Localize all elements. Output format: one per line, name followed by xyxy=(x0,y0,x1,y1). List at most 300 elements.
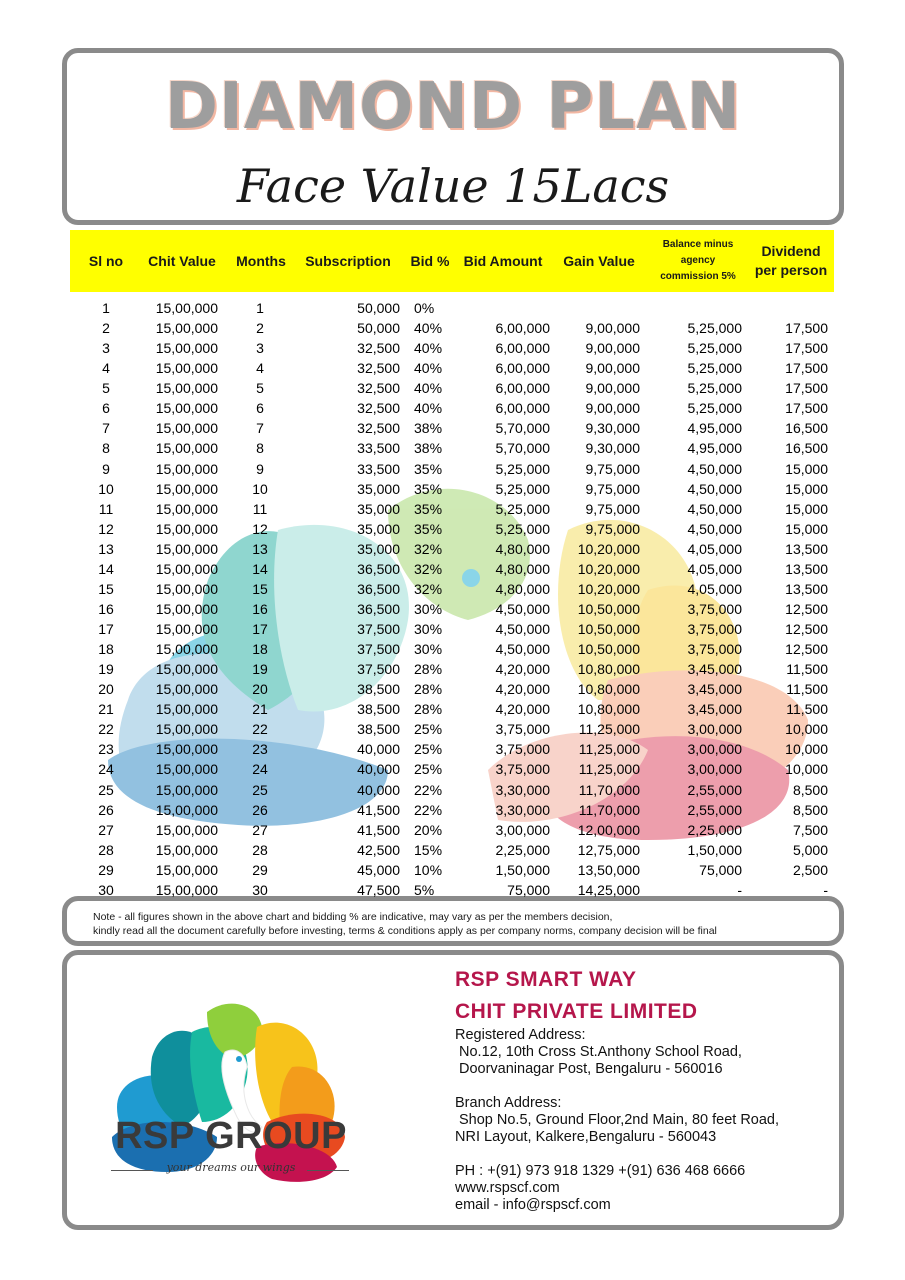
cell-subscription: 41,500 xyxy=(357,821,400,838)
cell-gain-value: 10,20,000 xyxy=(577,560,640,577)
cell-bid-percent: 40% xyxy=(414,360,443,377)
cell-balance: - xyxy=(737,881,742,898)
cell-bid-amount: 4,80,000 xyxy=(495,580,550,597)
cell-balance: 5,25,000 xyxy=(687,340,742,357)
cell-bid-amount: 4,80,000 xyxy=(495,540,550,557)
cell-sl-no: 29 xyxy=(98,861,114,878)
cell-balance: 4,05,000 xyxy=(687,560,742,577)
cell-gain-value: 9,75,000 xyxy=(585,480,640,497)
cell-dividend: 17,500 xyxy=(785,380,828,397)
rsp-peacock-logo-icon xyxy=(107,997,347,1187)
cell-bid-percent: 10% xyxy=(414,861,443,878)
cell-bid-amount: 5,25,000 xyxy=(495,460,550,477)
cell-months: 3 xyxy=(256,340,264,357)
cell-gain-value: 9,00,000 xyxy=(585,380,640,397)
cell-months: 29 xyxy=(252,861,268,878)
cell-balance: 4,50,000 xyxy=(687,500,742,517)
registered-line-1: No.12, 10th Cross St.Anthony School Road, xyxy=(459,1044,742,1060)
cell-months: 30 xyxy=(252,881,268,898)
cell-months: 8 xyxy=(256,440,264,457)
table-row xyxy=(70,759,834,779)
cell-bid-percent: 40% xyxy=(414,320,443,337)
cell-balance: 5,25,000 xyxy=(687,380,742,397)
cell-gain-value: 9,00,000 xyxy=(585,400,640,417)
cell-subscription: 32,500 xyxy=(357,340,400,357)
table-row xyxy=(70,800,834,820)
cell-dividend: 7,500 xyxy=(792,821,828,838)
cell-sl-no: 9 xyxy=(102,460,110,477)
cell-bid-amount: 5,70,000 xyxy=(495,420,550,437)
cell-bid-amount: 4,20,000 xyxy=(495,681,550,698)
branch-line-1: Shop No.5, Ground Floor,2nd Main, 80 feet Road, xyxy=(459,1112,780,1128)
table-row xyxy=(70,298,834,318)
cell-chit-value: 15,00,000 xyxy=(155,460,218,477)
table-row xyxy=(70,338,834,358)
cell-bid-amount: 6,00,000 xyxy=(495,320,550,337)
table-row xyxy=(70,860,834,880)
cell-bid-amount: 5,70,000 xyxy=(495,440,550,457)
cell-dividend: 5,000 xyxy=(792,841,828,858)
table-row xyxy=(70,318,834,338)
cell-bid-percent: 30% xyxy=(414,641,443,658)
cell-balance: 3,75,000 xyxy=(687,621,742,637)
registered-label: Registered Address: xyxy=(455,1027,586,1043)
cell-sl-no: 12 xyxy=(98,520,114,537)
note-panel xyxy=(62,896,844,946)
cell-months: 6 xyxy=(256,400,264,417)
cell-subscription: 37,500 xyxy=(357,621,400,637)
cell-chit-value: 15,00,000 xyxy=(155,881,218,898)
cell-subscription: 35,000 xyxy=(357,540,400,557)
cell-sl-no: 20 xyxy=(98,681,114,698)
table-header xyxy=(70,230,834,292)
cell-sl-no: 23 xyxy=(98,741,114,758)
cell-bid-amount: 4,20,000 xyxy=(495,661,550,678)
cell-dividend: 16,500 xyxy=(785,440,828,457)
cell-sl-no: 14 xyxy=(98,560,114,577)
table-row xyxy=(70,699,834,719)
cell-subscription: 35,000 xyxy=(357,520,400,537)
cell-bid-percent: 32% xyxy=(414,540,443,557)
cell-bid-percent: 35% xyxy=(414,460,443,477)
cell-balance: 4,50,000 xyxy=(687,520,742,537)
company-name-line-1: RSP SMART WAY xyxy=(455,968,637,991)
cell-bid-amount: 4,80,000 xyxy=(495,560,550,577)
footer-panel xyxy=(62,950,844,1230)
cell-dividend: 8,500 xyxy=(792,781,828,798)
cell-months: 24 xyxy=(252,761,268,778)
branch-label: Branch Address: xyxy=(455,1095,562,1111)
table-row xyxy=(70,559,834,579)
cell-months: 11 xyxy=(252,500,268,517)
cell-balance: 3,00,000 xyxy=(687,721,742,738)
cell-sl-no: 24 xyxy=(98,761,114,778)
tagline: your dreams our wings xyxy=(166,1161,296,1174)
cell-months: 12 xyxy=(252,520,268,537)
cell-bid-percent: 28% xyxy=(414,701,443,718)
cell-gain-value: 12,00,000 xyxy=(577,821,640,838)
cell-chit-value: 15,00,000 xyxy=(155,801,218,818)
cell-chit-value: 15,00,000 xyxy=(155,681,218,698)
cell-chit-value: 15,00,000 xyxy=(155,440,218,457)
cell-subscription: 33,500 xyxy=(357,440,400,457)
cell-dividend: 8,500 xyxy=(792,801,828,818)
cell-sl-no: 11 xyxy=(98,500,114,517)
table-row xyxy=(70,358,834,378)
col-dividend: Dividend per person xyxy=(754,243,828,278)
cell-bid-percent: 28% xyxy=(414,681,443,698)
cell-balance: 3,00,000 xyxy=(687,761,742,778)
cell-gain-value: 10,50,000 xyxy=(577,621,640,637)
cell-chit-value: 15,00,000 xyxy=(155,520,218,537)
branch-line-2: NRI Layout, Kalkere,Bengaluru - 560043 xyxy=(455,1129,717,1145)
brand-name: RSP GROUP xyxy=(115,1115,347,1157)
cell-bid-percent: 38% xyxy=(414,420,443,437)
cell-subscription: 47,500 xyxy=(357,881,400,898)
company-name-line-2: CHIT PRIVATE LIMITED xyxy=(455,1000,698,1023)
cell-dividend: 11,500 xyxy=(786,661,828,678)
cell-subscription: 38,500 xyxy=(357,701,400,718)
cell-bid-amount: 2,25,000 xyxy=(495,841,550,858)
cell-chit-value: 15,00,000 xyxy=(155,380,218,397)
col-bid-amount: Bid Amount xyxy=(463,252,543,269)
cell-bid-percent: 32% xyxy=(414,580,443,597)
cell-dividend: 11,500 xyxy=(786,681,828,698)
table-row xyxy=(70,438,834,458)
cell-dividend: 15,000 xyxy=(785,500,828,517)
cell-gain-value: 10,80,000 xyxy=(577,701,640,718)
cell-bid-amount: 3,30,000 xyxy=(495,781,550,798)
cell-balance: 2,55,000 xyxy=(687,801,742,818)
cell-balance: 75,000 xyxy=(699,861,742,878)
cell-bid-amount: 6,00,000 xyxy=(495,360,550,377)
table-row xyxy=(70,719,834,739)
cell-dividend: 2,500 xyxy=(792,861,828,878)
table-row xyxy=(70,398,834,418)
cell-bid-amount: 4,50,000 xyxy=(495,600,550,617)
email-link[interactable]: email - info@rspscf.com xyxy=(455,1197,611,1213)
cell-subscription: 45,000 xyxy=(357,861,400,878)
cell-balance: 3,45,000 xyxy=(687,701,742,718)
cell-sl-no: 7 xyxy=(102,420,110,437)
cell-dividend: 15,000 xyxy=(785,480,828,497)
cell-dividend: 10,000 xyxy=(785,761,828,778)
cell-dividend: 11,500 xyxy=(786,701,828,718)
cell-sl-no: 16 xyxy=(98,600,114,617)
tagline-divider-right xyxy=(307,1170,349,1171)
cell-gain-value: 10,80,000 xyxy=(577,681,640,698)
cell-gain-value: 9,00,000 xyxy=(585,340,640,357)
cell-sl-no: 18 xyxy=(98,641,114,658)
cell-months: 15 xyxy=(252,580,268,597)
cell-sl-no: 25 xyxy=(98,781,114,798)
cell-chit-value: 15,00,000 xyxy=(155,600,218,617)
cell-gain-value: 9,75,000 xyxy=(585,460,640,477)
cell-bid-percent: 30% xyxy=(414,600,443,617)
cell-balance: 2,55,000 xyxy=(687,781,742,798)
cell-sl-no: 3 xyxy=(102,340,110,357)
cell-balance: 5,25,000 xyxy=(687,320,742,337)
cell-bid-percent: 15% xyxy=(414,841,443,858)
cell-balance: 3,75,000 xyxy=(687,600,742,617)
cell-sl-no: 13 xyxy=(98,540,114,557)
cell-bid-percent: 38% xyxy=(414,440,443,457)
cell-subscription: 36,500 xyxy=(357,600,400,617)
cell-dividend: 13,500 xyxy=(785,560,828,577)
cell-dividend: 17,500 xyxy=(785,340,828,357)
cell-subscription: 37,500 xyxy=(357,661,400,678)
cell-chit-value: 15,00,000 xyxy=(155,781,218,798)
cell-subscription: 33,500 xyxy=(357,460,400,477)
table-row xyxy=(70,378,834,398)
cell-months: 19 xyxy=(252,661,268,678)
col-balance: Balance minus agency commission 5% xyxy=(660,239,736,282)
cell-chit-value: 15,00,000 xyxy=(155,721,218,738)
col-chit-value: Chit Value xyxy=(148,252,216,269)
cell-dividend: 17,500 xyxy=(785,320,828,337)
cell-bid-percent: 35% xyxy=(414,520,443,537)
cell-sl-no: 17 xyxy=(98,621,114,637)
cell-dividend: - xyxy=(823,881,828,898)
cell-balance: 3,00,000 xyxy=(687,741,742,758)
cell-sl-no: 8 xyxy=(102,440,110,457)
cell-sl-no: 10 xyxy=(98,480,114,497)
cell-subscription: 38,500 xyxy=(357,721,400,738)
cell-subscription: 35,000 xyxy=(357,500,400,517)
cell-balance xyxy=(662,298,742,318)
cell-bid-amount: 5,25,000 xyxy=(495,500,550,517)
cell-subscription: 32,500 xyxy=(357,420,400,437)
cell-months: 16 xyxy=(252,600,268,617)
cell-balance: 2,25,000 xyxy=(687,821,742,838)
cell-gain-value: 9,00,000 xyxy=(585,320,640,337)
plan-table xyxy=(70,230,834,900)
cell-gain-value: 9,75,000 xyxy=(585,520,640,537)
cell-chit-value: 15,00,000 xyxy=(155,821,218,838)
table-row xyxy=(70,840,834,860)
cell-bid-amount: 3,30,000 xyxy=(495,801,550,818)
cell-bid-percent: 40% xyxy=(414,340,443,357)
cell-subscription: 32,500 xyxy=(357,400,400,417)
cell-gain-value: 12,75,000 xyxy=(577,841,640,858)
cell-months: 13 xyxy=(252,540,268,557)
cell-months: 2 xyxy=(256,320,264,337)
cell-dividend: 10,000 xyxy=(785,741,828,758)
cell-sl-no: 5 xyxy=(102,380,110,397)
cell-bid-amount: 3,75,000 xyxy=(495,741,550,758)
note-line-1: Note - all figures shown in the above chart and bidding % are indicative, may vary as per the members decision, xyxy=(93,911,613,923)
cell-bid-percent: 20% xyxy=(414,821,443,838)
cell-bid-amount xyxy=(480,298,550,318)
cell-balance: 3,45,000 xyxy=(687,681,742,698)
cell-dividend: 15,000 xyxy=(785,460,828,477)
table-row xyxy=(70,780,834,800)
cell-dividend: 17,500 xyxy=(785,360,828,377)
cell-gain-value: 11,70,000 xyxy=(578,801,640,818)
cell-bid-amount: 4,20,000 xyxy=(495,701,550,718)
table-row xyxy=(70,519,834,539)
col-subscription: Subscription xyxy=(305,252,391,269)
cell-months: 1 xyxy=(256,300,264,316)
cell-chit-value: 15,00,000 xyxy=(155,360,218,377)
cell-bid-percent: 40% xyxy=(414,400,443,417)
cell-subscription: 41,500 xyxy=(357,801,400,818)
table-row xyxy=(70,679,834,699)
cell-subscription: 32,500 xyxy=(357,360,400,377)
cell-months: 28 xyxy=(252,841,268,858)
cell-sl-no: 15 xyxy=(98,580,114,597)
cell-chit-value: 15,00,000 xyxy=(155,661,218,678)
cell-bid-percent: 25% xyxy=(414,721,443,738)
cell-bid-amount: 75,000 xyxy=(507,881,550,898)
table-row xyxy=(70,459,834,479)
cell-sl-no: 28 xyxy=(98,841,114,858)
cell-chit-value: 15,00,000 xyxy=(155,420,218,437)
cell-subscription: 50,000 xyxy=(357,320,400,337)
cell-months: 23 xyxy=(252,741,268,758)
tagline-block xyxy=(111,1160,351,1180)
cell-dividend: 12,500 xyxy=(785,641,828,658)
cell-gain-value: 11,25,000 xyxy=(578,741,640,758)
table-row xyxy=(70,499,834,519)
cell-sl-no: 6 xyxy=(102,400,110,417)
cell-gain-value: 14,25,000 xyxy=(577,881,640,898)
cell-balance: 4,95,000 xyxy=(687,420,742,437)
cell-gain-value: 10,20,000 xyxy=(577,580,640,597)
cell-sl-no: 1 xyxy=(102,300,110,316)
table-row xyxy=(70,539,834,559)
cell-bid-percent: 25% xyxy=(414,761,443,778)
cell-gain-value: 9,30,000 xyxy=(585,440,640,457)
cell-gain-value: 13,50,000 xyxy=(577,861,640,878)
cell-chit-value: 15,00,000 xyxy=(155,841,218,858)
note-line-2: kindly read all the document carefully before investing, terms & conditions apply as per company norms, company decision will be final xyxy=(93,925,717,937)
cell-gain-value: 11,70,000 xyxy=(578,781,640,798)
cell-chit-value: 15,00,000 xyxy=(155,861,218,878)
cell-bid-amount: 4,50,000 xyxy=(495,641,550,658)
cell-dividend: 10,000 xyxy=(785,721,828,738)
cell-subscription: 40,000 xyxy=(357,761,400,778)
cell-sl-no: 19 xyxy=(98,661,114,678)
cell-dividend: 15,000 xyxy=(785,520,828,537)
cell-bid-amount: 1,50,000 xyxy=(495,861,550,878)
cell-sl-no: 2 xyxy=(102,320,110,337)
cell-chit-value: 15,00,000 xyxy=(155,560,218,577)
col-gain-value: Gain Value xyxy=(563,252,635,269)
cell-balance: 4,50,000 xyxy=(687,480,742,497)
cell-bid-amount: 3,75,000 xyxy=(495,761,550,778)
cell-dividend: 13,500 xyxy=(785,540,828,557)
cell-chit-value: 15,00,000 xyxy=(155,621,218,637)
cell-dividend: 16,500 xyxy=(785,420,828,437)
cell-bid-percent: 28% xyxy=(414,661,443,678)
cell-dividend: 12,500 xyxy=(785,600,828,617)
cell-bid-amount: 4,50,000 xyxy=(495,621,550,637)
cell-sl-no: 4 xyxy=(102,360,110,377)
cell-bid-percent: 35% xyxy=(414,500,443,517)
cell-balance: 5,25,000 xyxy=(687,360,742,377)
cell-balance: 3,75,000 xyxy=(687,641,742,658)
cell-gain-value xyxy=(570,298,640,318)
cell-subscription: 42,500 xyxy=(357,841,400,858)
cell-balance: 5,25,000 xyxy=(687,400,742,417)
cell-subscription: 50,000 xyxy=(357,300,400,316)
table-row xyxy=(70,820,834,840)
header-panel xyxy=(62,48,844,225)
cell-months: 9 xyxy=(256,460,264,477)
cell-chit-value: 15,00,000 xyxy=(155,540,218,557)
cell-months: 7 xyxy=(256,420,264,437)
cell-bid-amount: 5,25,000 xyxy=(495,480,550,497)
note-text xyxy=(93,910,717,938)
cell-balance: 4,95,000 xyxy=(687,440,742,457)
cell-balance: 4,05,000 xyxy=(687,540,742,557)
tagline-divider-left xyxy=(111,1170,153,1171)
cell-bid-percent: 5% xyxy=(414,881,435,898)
cell-chit-value: 15,00,000 xyxy=(155,701,218,718)
cell-balance: 3,45,000 xyxy=(687,661,742,678)
cell-bid-amount: 3,00,000 xyxy=(495,821,550,838)
cell-months: 18 xyxy=(252,641,268,658)
table-row xyxy=(70,599,834,619)
cell-chit-value: 15,00,000 xyxy=(155,340,218,357)
cell-chit-value: 15,00,000 xyxy=(155,400,218,417)
cell-months: 27 xyxy=(252,821,268,838)
cell-months: 4 xyxy=(256,360,264,377)
table-body xyxy=(70,298,834,900)
table-row xyxy=(70,579,834,599)
website-link[interactable]: www.rspscf.com xyxy=(455,1180,560,1196)
cell-chit-value: 15,00,000 xyxy=(155,580,218,597)
cell-months: 5 xyxy=(256,380,264,397)
registered-line-2: Doorvaninagar Post, Bengaluru - 560016 xyxy=(459,1061,723,1077)
cell-bid-amount: 5,25,000 xyxy=(495,520,550,537)
cell-subscription: 36,500 xyxy=(357,580,400,597)
cell-bid-amount: 3,75,000 xyxy=(495,721,550,738)
cell-bid-percent: 22% xyxy=(414,801,443,818)
table-row xyxy=(70,619,834,639)
cell-bid-percent: 40% xyxy=(414,380,443,397)
cell-bid-amount: 6,00,000 xyxy=(495,340,550,357)
cell-sl-no: 26 xyxy=(98,801,114,818)
table-row xyxy=(70,639,834,659)
cell-subscription: 40,000 xyxy=(357,741,400,758)
cell-gain-value: 10,50,000 xyxy=(577,600,640,617)
cell-balance: 4,05,000 xyxy=(687,580,742,597)
cell-bid-percent: 32% xyxy=(414,560,443,577)
cell-chit-value: 15,00,000 xyxy=(155,500,218,517)
cell-dividend: 17,500 xyxy=(785,400,828,417)
cell-bid-percent: 25% xyxy=(414,741,443,758)
cell-bid-amount: 6,00,000 xyxy=(495,400,550,417)
table-row xyxy=(70,479,834,499)
cell-months: 22 xyxy=(252,721,268,738)
cell-gain-value: 9,30,000 xyxy=(585,420,640,437)
cell-sl-no: 22 xyxy=(98,721,114,738)
col-bid-percent: Bid % xyxy=(410,252,450,269)
cell-balance: 1,50,000 xyxy=(687,841,742,858)
cell-gain-value: 11,25,000 xyxy=(578,721,640,738)
cell-chit-value: 15,00,000 xyxy=(155,741,218,758)
cell-bid-amount: 6,00,000 xyxy=(495,380,550,397)
cell-subscription: 38,500 xyxy=(357,681,400,698)
phone-numbers: PH : +(91) 973 918 1329 +(91) 636 468 6666 xyxy=(455,1163,746,1179)
cell-gain-value: 10,50,000 xyxy=(577,641,640,658)
cell-gain-value: 9,75,000 xyxy=(585,500,640,517)
cell-months: 10 xyxy=(252,480,268,497)
cell-gain-value: 10,80,000 xyxy=(577,661,640,678)
cell-sl-no: 30 xyxy=(98,881,114,898)
